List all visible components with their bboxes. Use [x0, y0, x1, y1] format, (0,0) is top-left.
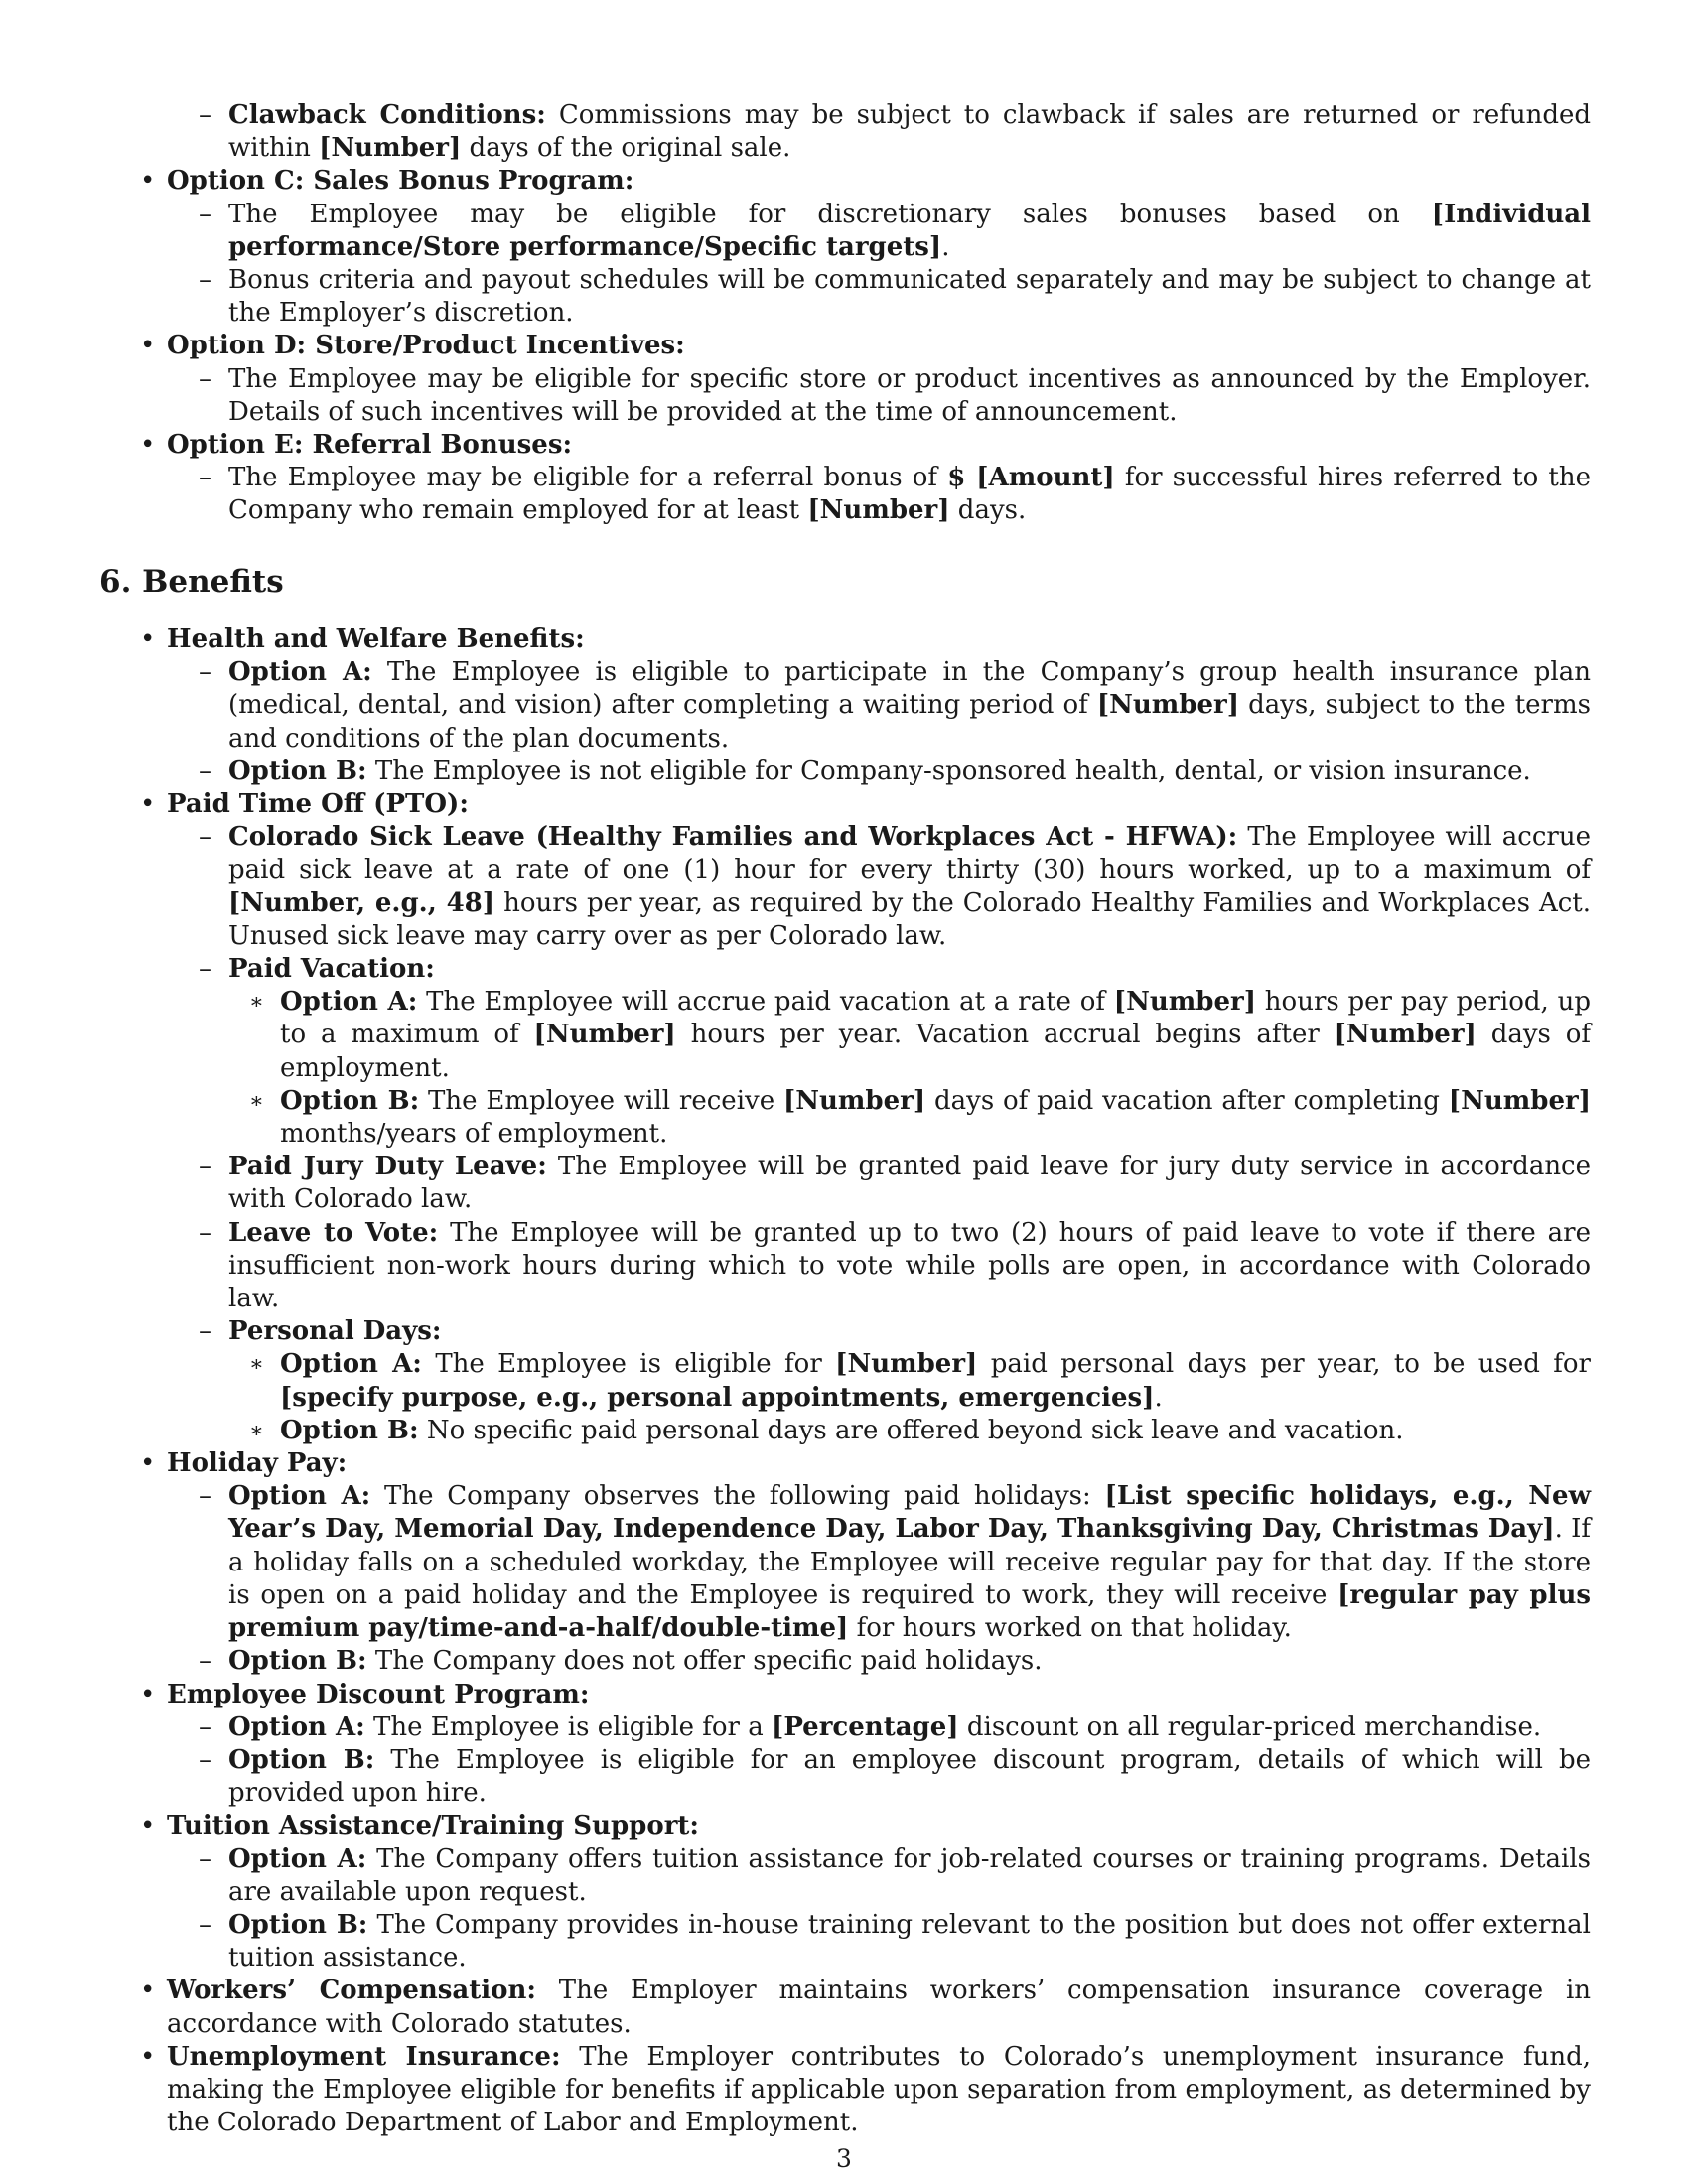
personal-option-a: ∗ Option A: The Employee is eligible for [Number] paid personal days per year, to be used for [specify purpose, e.g., personal appointments, emergencies]. — [249, 1349, 1591, 1413]
pto-sick-leave: – Colorado Sick Leave (Healthy Families and Workplaces Act - HFWA): The Employee will accrue paid sick leave at a rate of one (1) hour for every thirty (30) hours worked, up to a maximum of [Number, e.g., 48] hours per year, as required by the Colorado Healthy Families and Workplaces Act. Unused sick leave may carry over as per Colorado law. — [199, 822, 1591, 951]
option-e-item-1: – The Employee may be eligible for a referral bonus of $ [Amount] for successful hires referred to the Company who remain employed for at least [Number] days. — [199, 463, 1592, 526]
personal-option-b: ∗ Option B: No specific paid personal days are offered beyond sick leave and vacation. — [249, 1415, 1404, 1445]
page-number: 3 — [836, 2144, 852, 2173]
pto-jury-duty: – Paid Jury Duty Leave: The Employee will be granted paid leave for jury duty service in accordance with Colorado law. — [199, 1152, 1592, 1215]
option-c-heading: • Option C: Sales Bonus Program: — [140, 166, 634, 197]
clawback-item: – Clawback Conditions: Commissions may be subject to clawback if sales are returned or refunded within [Number] days of the original sale. — [199, 100, 1592, 164]
pto-vacation-heading: – Paid Vacation: — [199, 954, 435, 985]
discount-option-b: – Option B: The Employee is eligible for an employee discount program, details of which will be provided upon hire. — [199, 1744, 1591, 1809]
discount-heading: • Employee Discount Program: — [140, 1679, 590, 1709]
tuition-heading: • Tuition Assistance/Training Support: — [140, 1811, 699, 1842]
section-6-benefits — [140, 623, 1592, 2139]
option-d-item-1: – The Employee may be eligible for specific store or product incentives as announced by the Employer. Details of such incentives will be provided at the time of announcement. — [199, 363, 1591, 427]
tuition-option-a: – Option A: The Company offers tuition assistance for job-related courses or training programs. Details are available upon request. — [199, 1843, 1591, 1907]
unemployment-item: • Unemployment Insurance: The Employer contributes to Colorado’s unemployment insurance fund, making the Employee eligible for benefits if applicable upon separation from employment, as determined by the Colorado Department of Labor and Employment. — [140, 2041, 1591, 2138]
vacation-option-b: ∗ Option B: The Employee will receive [Number] days of paid vacation after completing [Number] months/years of employment. — [249, 1085, 1591, 1150]
option-c-item-1: – The Employee may be eligible for discretionary sales bonuses based on [Individual performance/Store performance/Specific targets]. — [199, 199, 1591, 262]
section-heading-benefits: 6. Benefits — [99, 564, 284, 600]
tuition-option-b: – Option B: The Company provides in-house training relevant to the position but does not offer external tuition assistance. — [199, 1909, 1591, 1974]
pto-heading: • Paid Time Off (PTO): — [140, 789, 469, 820]
health-option-b: – Option B: The Employee is not eligible for Company-sponsored health, dental, or vision insurance. — [199, 755, 1531, 786]
option-c-item-2: – Bonus criteria and payout schedules will be communicated separately and may be subject to change at the Employer’s discretion. — [199, 265, 1591, 329]
holiday-heading: • Holiday Pay: — [140, 1448, 348, 1479]
option-e-heading: • Option E: Referral Bonuses: — [140, 430, 573, 461]
health-option-a: – Option A: The Employee is eligible to participate in the Company’s group health insurance plan (medical, dental, and vision) after completing a waiting period of [Number] days, subject to the terms and conditions of the plan documents. — [199, 657, 1591, 753]
pto-personal-days-heading: – Personal Days: — [199, 1316, 442, 1347]
pto-leave-to-vote: – Leave to Vote: The Employee will be granted up to two (2) hours of paid leave to vote if there are insufficient non-work hours during which to vote while polls are open, in accordance with Colorado law. — [199, 1217, 1591, 1314]
holiday-option-b: – Option B: The Company does not offer specific paid holidays. — [199, 1646, 1043, 1677]
section-5-continued — [140, 99, 1592, 528]
option-d-heading: • Option D: Store/Product Incentives: — [140, 331, 685, 361]
vacation-option-a: ∗ Option A: The Employee will accrue paid vacation at a rate of [Number] hours per pay period, up to a maximum of [Number] hours per year. Vacation accrual begins after [Number] days of employment. — [249, 987, 1592, 1083]
discount-option-a: – Option A: The Employee is eligible for a [Percentage] discount on all regular-priced merchandise. — [199, 1711, 1542, 1742]
workers-comp-item: • Workers’ Compensation: The Employer maintains workers’ compensation insurance coverage in accordance with Colorado statutes. — [140, 1976, 1592, 2039]
health-heading: • Health and Welfare Benefits: — [140, 624, 585, 654]
holiday-option-a: – Option A: The Company observes the following paid holidays: [List specific holidays, e.g., New Year’s Day, Memorial Day, Independence Day, Labor Day, Thanksgiving Day, Christmas Day]. If a holiday falls on a scheduled workday, the Employee will receive regular pay for that day. If the store is open on a paid holiday and the Employee is required to work, they will receive [regular pay plus premium pay/time-and-a-half/double-time] for hours worked on that holiday. — [199, 1481, 1591, 1644]
